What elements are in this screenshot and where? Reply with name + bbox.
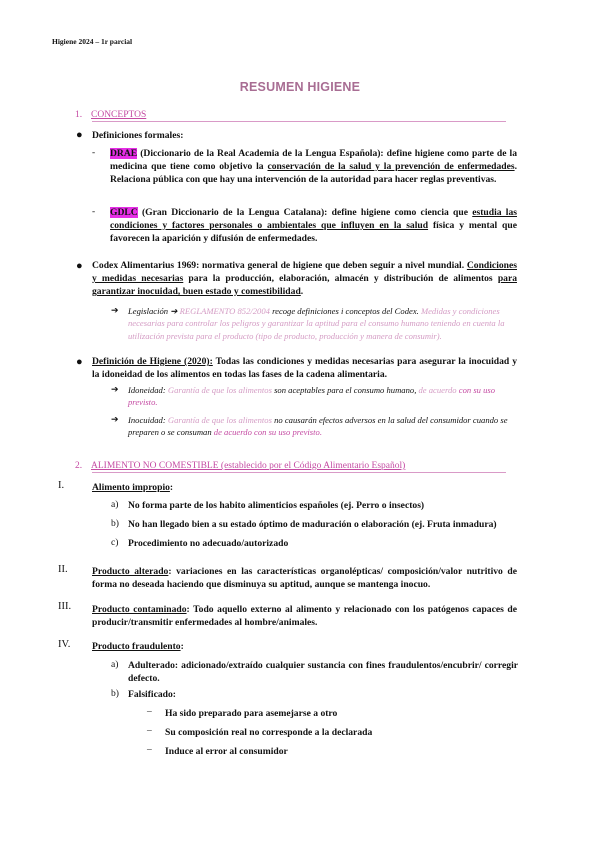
bullet-dot: ● <box>76 356 83 368</box>
legislacion-note: Legislación ➔ REGLAMENTO 852/2004 recoge definiciones i conceptos del Codex. Medidas y condiciones necesarias para controlar los peligros y garantizar la aptitud para el consumo humano teniendo en cuenta la utilización prevista para el producto (tipo de producto, producción y manera de consumir). <box>128 306 505 341</box>
definition-gdlc: GDLC (Gran Diccionario de la Lengua Catalana): define higiene como ciencia que estudia las condiciones y factores personales o ambientales que influyen en la salud física y mental que favorecen la aparición y difusión de enfermedades. <box>110 207 517 245</box>
list-item: Ha sido preparado para asemejarse a otro <box>165 708 338 719</box>
list-item-adulterado: Adulterado: adicionado/extraído cualquier sustancia con fines fraudulentos/encubrir/ corregir defecto. <box>128 660 518 685</box>
section-title: ALIMENTO NO COMESTIBLE (establecido por el Código Alimentario Español) <box>91 461 406 471</box>
dash-marker: – <box>147 726 152 736</box>
arrow-right-icon: ➔ <box>111 305 119 315</box>
item-producto-contaminado: Producto contaminado: Todo aquello externo al alimento y relacionado con los patógenos capaces de producir/transmitir enfermedades al hombre/animales. <box>92 604 518 629</box>
idoneidad-note: Idoneidad: Garantía de que los alimentos son aceptables para el consumo humano, de acuerdo con su uso previsto. <box>128 385 496 408</box>
list-label: a) <box>111 499 119 510</box>
section-number: 1. <box>75 110 83 120</box>
definition-drae: DRAE (Diccionario de la Real Academia de la Lengua Española): define higiene como parte de la medicina que tiene como objetivo la conservación de la salud y la prevención de enfermedades. Relaciona pública con que hay una intervención de la autoridad para hacer reglas preventivas. <box>110 148 517 186</box>
roman-numeral: II. <box>58 564 68 575</box>
list-item: Induce al error al consumidor <box>165 746 288 757</box>
list-label: b) <box>111 518 119 529</box>
bullet-title-definiciones: Definiciones formales: <box>92 130 184 141</box>
drae-tag: DRAE <box>110 148 138 159</box>
arrow-right-icon: ➔ <box>111 384 119 394</box>
roman-numeral: III. <box>58 601 72 612</box>
codex-alimentarius-text: Codex Alimentarius 1969: normativa general de higiene que deben seguir a nivel mundial. Condiciones y medidas necesarias para la producción, elaboración, almacén y distribución de alimentos para garantizar inocuidad, buen estado y comestibilidad. <box>92 260 517 298</box>
section-number: 2. <box>75 461 83 471</box>
item-producto-fraudulento: Producto fraudulento: <box>92 641 184 652</box>
dash-marker: - <box>92 148 96 158</box>
dash-marker: - <box>92 207 96 217</box>
definicion-higiene-2020: Definición de Higiene (2020): Todas las condiciones y medidas necesarias para asegurar la inocuidad y la idoneidad de los alimentos en todas las fases de la cadena alimentaria. <box>92 356 517 381</box>
bullet-dot: ● <box>76 129 83 141</box>
item-alimento-impropio: Alimento impropio: <box>92 482 174 493</box>
list-item: No forma parte de los habito alimenticios españoles (ej. Perro o insectos) <box>128 500 425 511</box>
inocuidad-note: Inocuidad: Garantía de que los alimentos no causarán efectos adversos en la salud del consumidor cuando se preparen o se consuman de acuerdo con su uso previsto. <box>128 415 508 438</box>
list-label: c) <box>111 537 119 548</box>
roman-numeral: I. <box>58 480 65 491</box>
dash-marker: – <box>147 745 152 755</box>
bullet-dot: ● <box>76 260 83 272</box>
roman-numeral: IV. <box>58 639 71 650</box>
page-header: Higiene 2024 – 1r parcial <box>52 37 133 46</box>
list-item: Su composición real no corresponde a la declarada <box>165 727 373 738</box>
section-rule <box>92 121 506 122</box>
document-title: RESUMEN HIGIENE <box>239 80 361 94</box>
list-label: a) <box>111 659 119 670</box>
list-label: b) <box>111 688 119 699</box>
gdlc-tag: GDLC <box>110 207 138 218</box>
section-rule <box>92 472 506 473</box>
item-producto-alterado: Producto alterado: variaciones en las características organolépticas/ composición/valor nutritivo de forma no deseada haciendo que disminuya su aptitud, aunque se mantenga inocuo. <box>92 566 517 591</box>
section-title: CONCEPTOS <box>91 110 147 120</box>
list-item: Procedimiento no adecuado/autorizado <box>128 538 289 549</box>
dash-marker: – <box>147 707 152 717</box>
arrow-right-icon: ➔ <box>111 414 119 424</box>
list-item: No han llegado bien a su estado óptimo de maduración o elaboración (ej. Fruta inmadura) <box>128 519 497 530</box>
section-heading-conceptos <box>75 110 146 120</box>
arrow-right-icon: ➔ <box>170 306 178 316</box>
list-item-falsificado: Falsificado: <box>128 689 176 700</box>
section-heading-alimento-no-comestible <box>75 461 405 471</box>
